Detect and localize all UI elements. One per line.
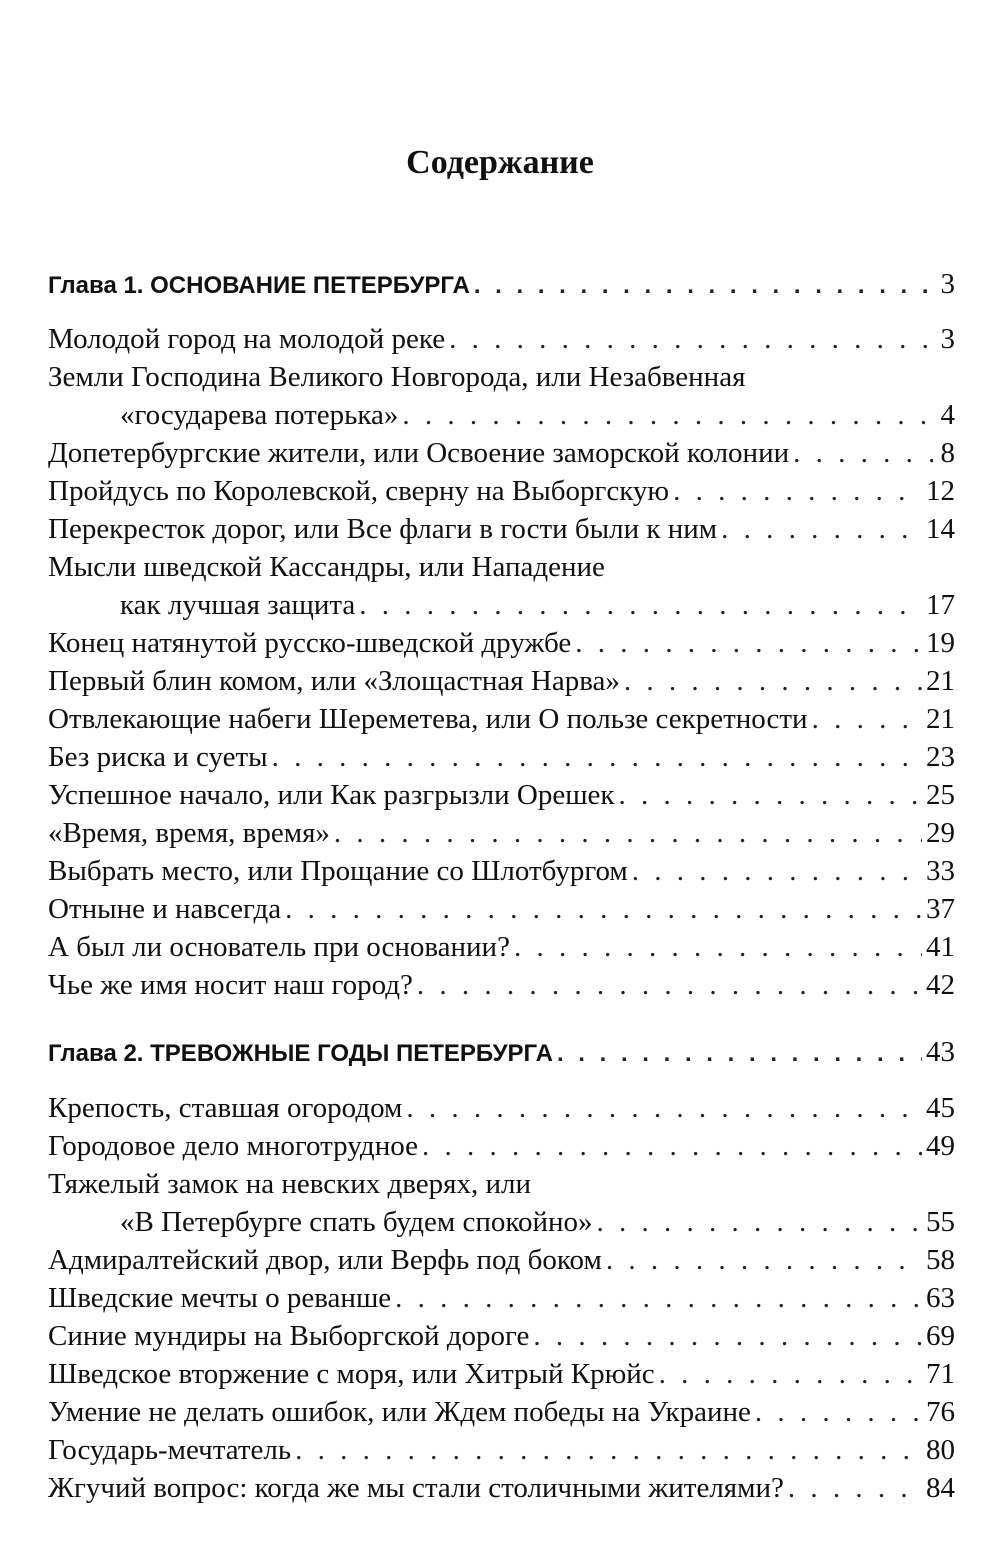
dot-leader <box>619 779 923 812</box>
page-title: Содержание <box>406 144 594 181</box>
entry-title: Шведские мечты о реванше <box>48 1282 392 1314</box>
entry-title: Тяжелый замок на невских дверях, или <box>48 1168 532 1200</box>
entry-title: Отвлекающие набеги Шереметева, или О пользе секретности <box>48 703 808 735</box>
dot-leader <box>395 1282 922 1315</box>
entry-title: Земли Господина Великого Новгорода, или Незабвенная <box>48 361 746 393</box>
dot-leader <box>788 1472 922 1505</box>
toc-entry[interactable] <box>48 855 955 895</box>
entry-title: Допетербургские жители, или Освоение заморской колонии <box>48 437 790 469</box>
toc-entry[interactable] <box>48 1168 955 1208</box>
page-number: 43 <box>926 1036 955 1068</box>
dot-leader <box>575 627 922 660</box>
dot-leader <box>673 475 922 508</box>
entry-title: Чье же имя носит наш город? <box>48 969 413 1001</box>
dot-leader <box>272 741 922 774</box>
page-number: 55 <box>926 1206 955 1238</box>
entry-title: Жгучий вопрос: когда же мы стали столичными жителями? <box>48 1472 784 1504</box>
page-number: 84 <box>926 1472 955 1504</box>
dot-leader <box>721 513 922 546</box>
page-number: 21 <box>926 703 955 735</box>
toc-entry[interactable] <box>48 1320 955 1360</box>
page-number: 21 <box>926 665 955 697</box>
page-number: 17 <box>926 589 955 621</box>
toc-entry[interactable] <box>48 1130 955 1170</box>
page-number: 19 <box>926 627 955 659</box>
toc-entry[interactable] <box>48 817 955 857</box>
toc-entry[interactable] <box>48 1092 955 1132</box>
entry-title: Синие мундиры на Выборгской дороге <box>48 1320 530 1352</box>
entry-title: Перекресток дорог, или Все флаги в гости были к ним <box>48 513 718 545</box>
toc-entry-continuation[interactable] <box>120 399 955 439</box>
dot-leader <box>659 1358 922 1391</box>
page-number: 58 <box>926 1244 955 1276</box>
toc-entry[interactable] <box>48 1434 955 1474</box>
dot-leader <box>402 399 933 432</box>
page-number: 76 <box>926 1396 955 1428</box>
toc-entry[interactable] <box>48 1472 955 1512</box>
page-number: 33 <box>926 855 955 887</box>
toc-entry[interactable] <box>48 323 955 363</box>
toc-entry[interactable] <box>48 893 955 933</box>
page-number: 3 <box>940 323 955 355</box>
dot-leader <box>474 272 933 300</box>
entry-title: Без риска и суеты <box>48 741 268 773</box>
page-number: 8 <box>940 437 955 469</box>
entry-title: Успешное начало, или Как разгрызли Орешек <box>48 779 615 811</box>
entry-title: А был ли основатель при основании? <box>48 931 510 963</box>
entry-title: Выбрать место, или Прощание со Шлотбургом <box>48 855 628 887</box>
page-number: 12 <box>926 475 955 507</box>
page-number: 42 <box>926 969 955 1001</box>
dot-leader <box>514 931 922 964</box>
toc-entry[interactable] <box>48 1282 955 1322</box>
entry-title: «государева потерька» <box>120 399 399 431</box>
toc-entry[interactable] <box>48 475 955 515</box>
page-number: 71 <box>926 1358 955 1390</box>
toc-entry[interactable] <box>48 741 955 781</box>
page-number: 29 <box>926 817 955 849</box>
entry-title: Первый блин комом, или «Злощастная Нарва» <box>48 665 620 697</box>
dot-leader <box>533 1320 922 1353</box>
chapter-title: Глава 2. ТРЕВОЖНЫЕ ГОДЫ ПЕТЕРБУРГА <box>48 1040 553 1067</box>
dot-leader <box>597 1206 923 1239</box>
entry-title: Государь-мечтатель <box>48 1434 292 1466</box>
dot-leader <box>812 703 922 736</box>
dot-leader <box>417 969 922 1002</box>
entry-title: Конец натянутой русско-шведской дружбе <box>48 627 572 659</box>
toc-entry[interactable] <box>48 627 955 667</box>
entry-title: Мысли шведской Кассандры, или Нападение <box>48 551 605 583</box>
toc-entry[interactable] <box>48 1396 955 1436</box>
dot-leader <box>295 1434 922 1467</box>
page-number: 37 <box>926 893 955 925</box>
toc-entry[interactable] <box>48 361 955 401</box>
entry-title: Умение не делать ошибок, или Ждем победы на Украине <box>48 1396 751 1428</box>
chapter-2-heading[interactable] <box>48 1036 955 1076</box>
page-number: 45 <box>926 1092 955 1124</box>
dot-leader <box>285 893 922 926</box>
page-number: 25 <box>926 779 955 811</box>
toc-entry[interactable] <box>48 969 955 1009</box>
dot-leader <box>755 1396 922 1429</box>
entry-title: Молодой город на молодой реке <box>48 323 446 355</box>
toc-entry[interactable] <box>48 551 955 591</box>
dot-leader <box>606 1244 922 1277</box>
page-number: 14 <box>926 513 955 545</box>
dot-leader <box>557 1040 922 1068</box>
toc-entry[interactable] <box>48 437 955 477</box>
toc-entry[interactable] <box>48 1244 955 1284</box>
dot-leader <box>422 1130 922 1163</box>
entry-title: Пройдусь по Королевской, сверну на Выборгскую <box>48 475 670 507</box>
toc-entry[interactable] <box>48 665 955 705</box>
entry-title: как лучшая защита <box>120 589 356 621</box>
entry-title: Крепость, ставшая огородом <box>48 1092 403 1124</box>
dot-leader <box>624 665 922 698</box>
entry-title: Городовое дело многотрудное <box>48 1130 418 1162</box>
toc-entry-continuation[interactable] <box>120 1206 955 1246</box>
page-number: 41 <box>926 931 955 963</box>
entry-title: «В Петербурге спать будем спокойно» <box>120 1206 593 1238</box>
page-number: 80 <box>926 1434 955 1466</box>
page-number: 3 <box>940 268 955 300</box>
dot-leader <box>793 437 933 470</box>
entry-title: Отныне и навсегда <box>48 893 282 925</box>
page-number: 23 <box>926 741 955 773</box>
toc-entry[interactable] <box>48 513 955 553</box>
dot-leader <box>406 1092 922 1125</box>
page-number: 63 <box>926 1282 955 1314</box>
entry-title: Адмиралтейский двор, или Верфь под боком <box>48 1244 602 1276</box>
page-number: 69 <box>926 1320 955 1352</box>
toc-entry[interactable] <box>48 779 955 819</box>
chapter-1-heading[interactable] <box>48 268 955 308</box>
page-number: 4 <box>940 399 955 431</box>
dot-leader <box>359 589 922 622</box>
dot-leader <box>632 855 922 888</box>
dot-leader <box>449 323 933 356</box>
page-number: 49 <box>926 1130 955 1162</box>
chapter-title: Глава 1. ОСНОВАНИЕ ПЕТЕРБУРГА <box>48 272 470 299</box>
toc-entry-continuation[interactable] <box>120 589 955 629</box>
dot-leader <box>334 817 922 850</box>
toc-entry[interactable] <box>48 931 955 971</box>
entry-title: «Время, время, время» <box>48 817 330 849</box>
toc-entry[interactable] <box>48 703 955 743</box>
entry-title: Шведское вторжение с моря, или Хитрый Крюйс <box>48 1358 655 1390</box>
toc-entry[interactable] <box>48 1358 955 1398</box>
